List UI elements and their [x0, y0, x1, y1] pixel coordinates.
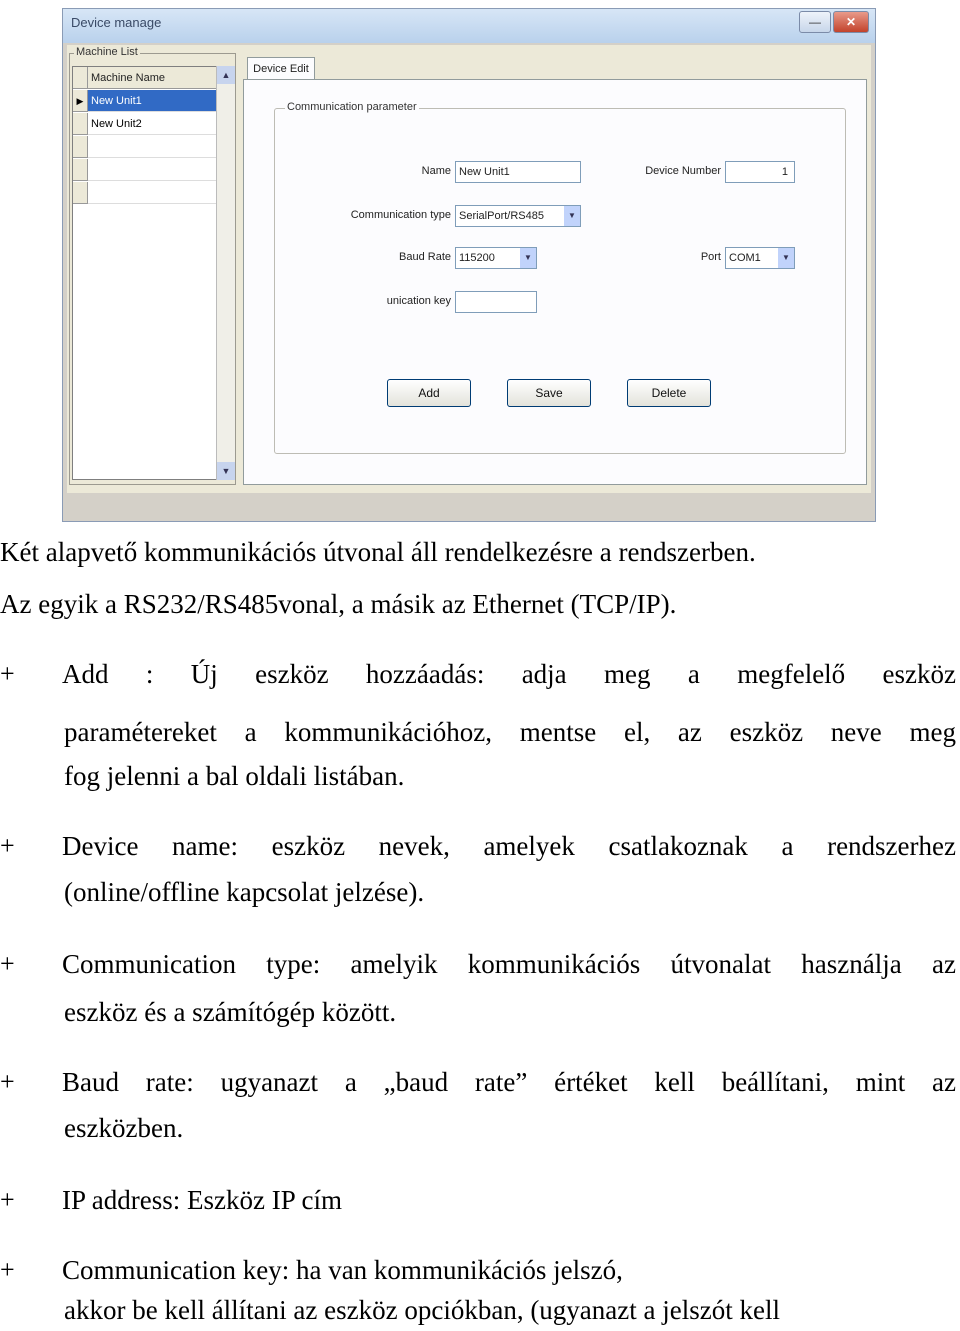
- close-button[interactable]: ✕: [833, 11, 869, 33]
- machine-list-label: Machine List: [76, 46, 138, 58]
- add-button[interactable]: Add: [387, 379, 471, 407]
- tab-control: [243, 49, 867, 485]
- row-header-corner: [73, 67, 88, 89]
- machine-row[interactable]: [73, 113, 217, 135]
- tab-device-edit[interactable]: Device Edit: [247, 57, 315, 80]
- bullet-continuation: paramétereket a kommunikációhoz, mentse el, az eszköz neve meg: [64, 717, 956, 747]
- row-header: [73, 182, 88, 204]
- chevron-down-icon[interactable]: ▼: [520, 248, 536, 268]
- plus-bullet-icon: +: [0, 1067, 15, 1096]
- machine-name-cell-empty[interactable]: [88, 182, 217, 204]
- chevron-down-icon[interactable]: ▼: [564, 206, 580, 226]
- machine-name-cell-empty[interactable]: [88, 159, 217, 181]
- communication-type-label: Communication type: [350, 209, 451, 221]
- plus-bullet-icon: +: [0, 1185, 15, 1214]
- communication-type-select[interactable]: [455, 205, 581, 227]
- save-button[interactable]: Save: [507, 379, 591, 407]
- plus-bullet-icon: +: [0, 659, 15, 688]
- bullet-continuation: (online/offline kapcsolat jelzése).: [64, 877, 425, 907]
- intro-line-2: Az egyik a RS232/RS485vonal, a másik az Ethernet (TCP/IP).: [0, 589, 677, 619]
- bullet-continuation: fog jelenni a bal oldali listában.: [64, 761, 405, 791]
- chevron-down-icon[interactable]: ▼: [778, 248, 794, 268]
- communication-key-input[interactable]: [455, 291, 537, 313]
- minimize-button[interactable]: —: [799, 11, 831, 33]
- device-edit-panel: [243, 79, 867, 485]
- bullet-continuation: eszközben.: [64, 1113, 184, 1143]
- baud-rate-label: Baud Rate: [399, 251, 451, 263]
- baud-rate-select[interactable]: [455, 247, 537, 269]
- machine-row-empty[interactable]: [73, 159, 217, 181]
- device-number-input[interactable]: 1: [725, 161, 795, 183]
- row-pointer-icon: ▶: [73, 90, 88, 112]
- delete-button[interactable]: Delete: [627, 379, 711, 407]
- machine-row-empty[interactable]: [73, 136, 217, 158]
- plus-bullet-icon: +: [0, 831, 15, 860]
- communication-key-label: unication key: [386, 295, 451, 307]
- machine-name-column-header[interactable]: Machine Name: [88, 67, 217, 89]
- device-number-label: Device Number: [645, 165, 721, 177]
- intro-line-1: Két alapvető kommunikációs útvonal áll rendelkezésre a rendszerben.: [0, 537, 756, 567]
- machine-row-empty[interactable]: [73, 182, 217, 204]
- scroll-down-icon[interactable]: ▼: [217, 462, 235, 480]
- machine-list-scrollbar[interactable]: [216, 66, 235, 480]
- communication-parameter-group: [274, 101, 846, 454]
- window-client: [67, 45, 871, 493]
- window-title: Device manage: [71, 15, 162, 30]
- plus-bullet-icon: +: [0, 949, 15, 978]
- bullet-text: IP address: Eszköz IP cím: [62, 1185, 342, 1215]
- machine-name-cell[interactable]: New Unit2: [88, 113, 217, 135]
- machine-name-cell-empty[interactable]: [88, 136, 217, 158]
- bullet-text: Communication key: ha van kommunikációs jelszó,: [62, 1255, 623, 1285]
- port-value: COM1: [729, 252, 761, 264]
- port-label: Port: [700, 251, 721, 263]
- bullet-continuation: akkor be kell állítani az eszköz opciókban, (ugyanazt a jelszót kell: [64, 1295, 780, 1325]
- machine-grid[interactable]: [72, 66, 218, 480]
- row-header: [73, 136, 88, 158]
- plus-bullet-icon: +: [0, 1255, 15, 1284]
- communication-type-value: SerialPort/RS485: [459, 210, 544, 222]
- bullet-continuation: eszköz és a számítógép között.: [64, 997, 397, 1027]
- device-manage-window: [62, 8, 876, 522]
- baud-rate-value: 115200: [459, 252, 495, 264]
- machine-row[interactable]: [73, 90, 217, 112]
- name-input[interactable]: New Unit1: [455, 161, 581, 183]
- machine-list-group: [69, 46, 236, 485]
- bullet-text: Device name: eszköz nevek, amelyek csatlakoznak a rendszerhez: [62, 831, 956, 861]
- name-label: Name: [421, 165, 451, 177]
- row-header: [73, 159, 88, 181]
- communication-parameter-label: Communication parameter: [287, 101, 417, 113]
- bullet-text: Baud rate: ugyanazt a „baud rate” értéket kell beállítani, mint az: [62, 1067, 956, 1097]
- machine-name-cell[interactable]: New Unit1: [88, 90, 217, 112]
- scroll-up-icon[interactable]: ▲: [217, 66, 235, 84]
- port-select[interactable]: [725, 247, 795, 269]
- bullet-text: Add : Új eszköz hozzáadás: adja meg a megfelelő eszköz: [62, 659, 956, 689]
- bullet-text: Communication type: amelyik kommunikációs útvonalat használja az: [62, 949, 956, 979]
- row-header: [73, 113, 88, 135]
- title-bar: [63, 9, 875, 43]
